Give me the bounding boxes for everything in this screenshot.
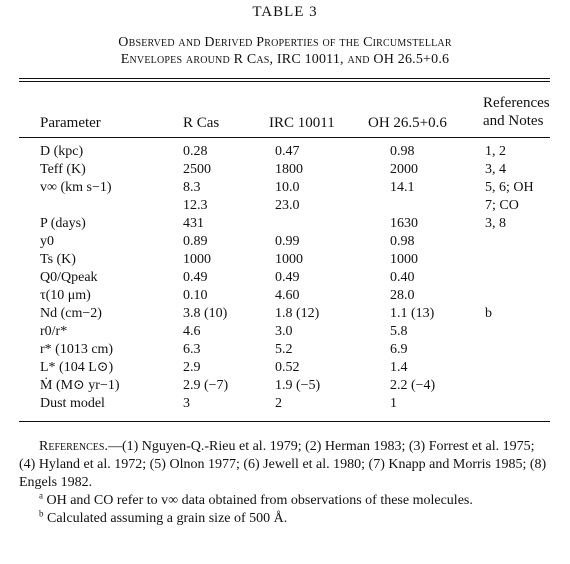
table-row [0,179,570,197]
header-rcas: R Cas [183,115,220,131]
caption-line-2: Envelopes around R Cas, IRC 10011, and OH 26.5+0.6 [120,52,450,67]
oh-cell: 1.1 (13) [390,306,435,321]
header-rule [19,137,550,138]
rcas-cell: 0.49 [183,270,208,285]
rcas-cell: 8.3 [183,180,201,195]
top-rule-2 [19,81,550,82]
header-oh: OH 26.5+0.6 [368,115,447,131]
rcas-cell: 2.9 [183,360,201,375]
table-row [0,377,570,395]
footnote-b-text: Calculated assuming a grain size of 500 Å. [47,511,288,526]
header-ref-line-2: and Notes [483,113,544,129]
table-row [0,197,570,215]
oh-cell: 14.1 [390,180,415,195]
oh-cell: 0.40 [390,270,415,285]
footnote-a [19,492,550,510]
table-notes [19,438,550,528]
irc-cell: 1.8 (12) [275,306,320,321]
footnote-b [19,510,550,528]
reference-cell: 3, 4 [485,162,506,177]
table-row [0,143,570,161]
references-label: References [39,439,105,454]
oh-cell: 5.8 [390,324,408,339]
table-row [0,215,570,233]
oh-cell: 0.98 [390,144,415,159]
rcas-cell: 0.89 [183,234,208,249]
rcas-cell: 12.3 [183,198,208,213]
irc-cell: 0.99 [275,234,300,249]
parameter-cell: Q0/Qpeak [40,270,98,285]
oh-cell: 1.4 [390,360,408,375]
parameter-cell: P (days) [40,216,86,231]
reference-cell: b [485,306,492,321]
oh-cell: 2.2 (−4) [390,378,436,393]
oh-cell: 6.9 [390,342,408,357]
rcas-cell: 2.9 (−7) [183,378,229,393]
rcas-cell: 0.10 [183,288,208,303]
references-text: .—(1) Nguyen-Q.-Rieu et al. 1979; (2) Herman 1983; (3) Forrest et al. 1975; (4) Hyland et al. 1972; (5) Olnon 1977; (6) Jewell et al. 1980; (7) Knapp and Morris 1985; (8) Engels 1982. [19,439,547,490]
table-row [0,341,570,359]
reference-cell: 5, 6; OH [485,180,534,195]
header-parameter: Parameter [40,115,101,131]
rcas-cell: 3 [183,396,190,411]
header-references [483,94,550,130]
table-row [0,359,570,377]
footnote-a-text: OH and CO refer to v∞ data obtained from observations of these molecules. [46,493,473,508]
parameter-cell: L* (104 L⊙) [40,360,114,375]
table-row [0,161,570,179]
parameter-cell: D (kpc) [40,144,84,159]
irc-cell: 3.0 [275,324,293,339]
table-row [0,395,570,413]
table-row [0,251,570,269]
rcas-cell: 431 [183,216,204,231]
table-row [0,305,570,323]
header-irc: IRC 10011 [269,115,335,131]
rcas-cell: 2500 [183,162,211,177]
table-row [0,287,570,305]
irc-cell: 10.0 [275,180,300,195]
oh-cell: 0.98 [390,234,415,249]
irc-cell: 5.2 [275,342,293,357]
rcas-cell: 4.6 [183,324,201,339]
reference-cell: 1, 2 [485,144,506,159]
rcas-cell: 1000 [183,252,211,267]
table-caption [0,34,570,68]
bottom-rule [19,421,550,422]
table-row [0,323,570,341]
rcas-cell: 6.3 [183,342,201,357]
references-note [19,438,550,492]
top-rule-1 [19,78,550,79]
parameter-cell: r0/r* [40,324,68,339]
caption-line-1: Observed and Derived Properties of the Circumstellar [118,35,452,50]
irc-cell: 1800 [275,162,303,177]
oh-cell: 28.0 [390,288,415,303]
rcas-cell: 0.28 [183,144,208,159]
footnote-b-mark: b [39,508,44,519]
oh-cell: 1630 [390,216,418,231]
oh-cell: 1000 [390,252,418,267]
table-row [0,269,570,287]
table-number: TABLE 3 [252,4,318,20]
rcas-cell: 3.8 (10) [183,306,228,321]
irc-cell: 1000 [275,252,303,267]
header-ref-line-1: References [483,95,550,111]
irc-cell: 2 [275,396,282,411]
irc-cell: 1.9 (−5) [275,378,321,393]
irc-cell: 0.47 [275,144,300,159]
irc-cell: 4.60 [275,288,300,303]
irc-cell: 0.52 [275,360,300,375]
table-row [0,233,570,251]
oh-cell: 2000 [390,162,418,177]
parameter-cell: v∞ (km s−1) [40,180,112,195]
parameter-cell: τ(10 μm) [40,288,91,303]
oh-cell: 1 [390,396,397,411]
reference-cell: 7; CO [485,198,519,213]
parameter-cell: Teff (K) [40,162,86,177]
parameter-cell: Ṁ (M⊙ yr−1) [40,378,120,393]
parameter-cell [40,197,46,215]
irc-cell: 0.49 [275,270,300,285]
footnote-a-mark: a [39,490,43,501]
reference-cell: 3, 8 [485,216,506,231]
parameter-cell: r* (1013 cm) [40,342,114,357]
parameter-cell: Ts (K) [40,252,76,267]
parameter-cell: Nd (cm−2) [40,306,102,321]
parameter-cell: Dust model [40,396,105,411]
parameter-cell: y0 [40,234,54,249]
irc-cell: 23.0 [275,198,300,213]
